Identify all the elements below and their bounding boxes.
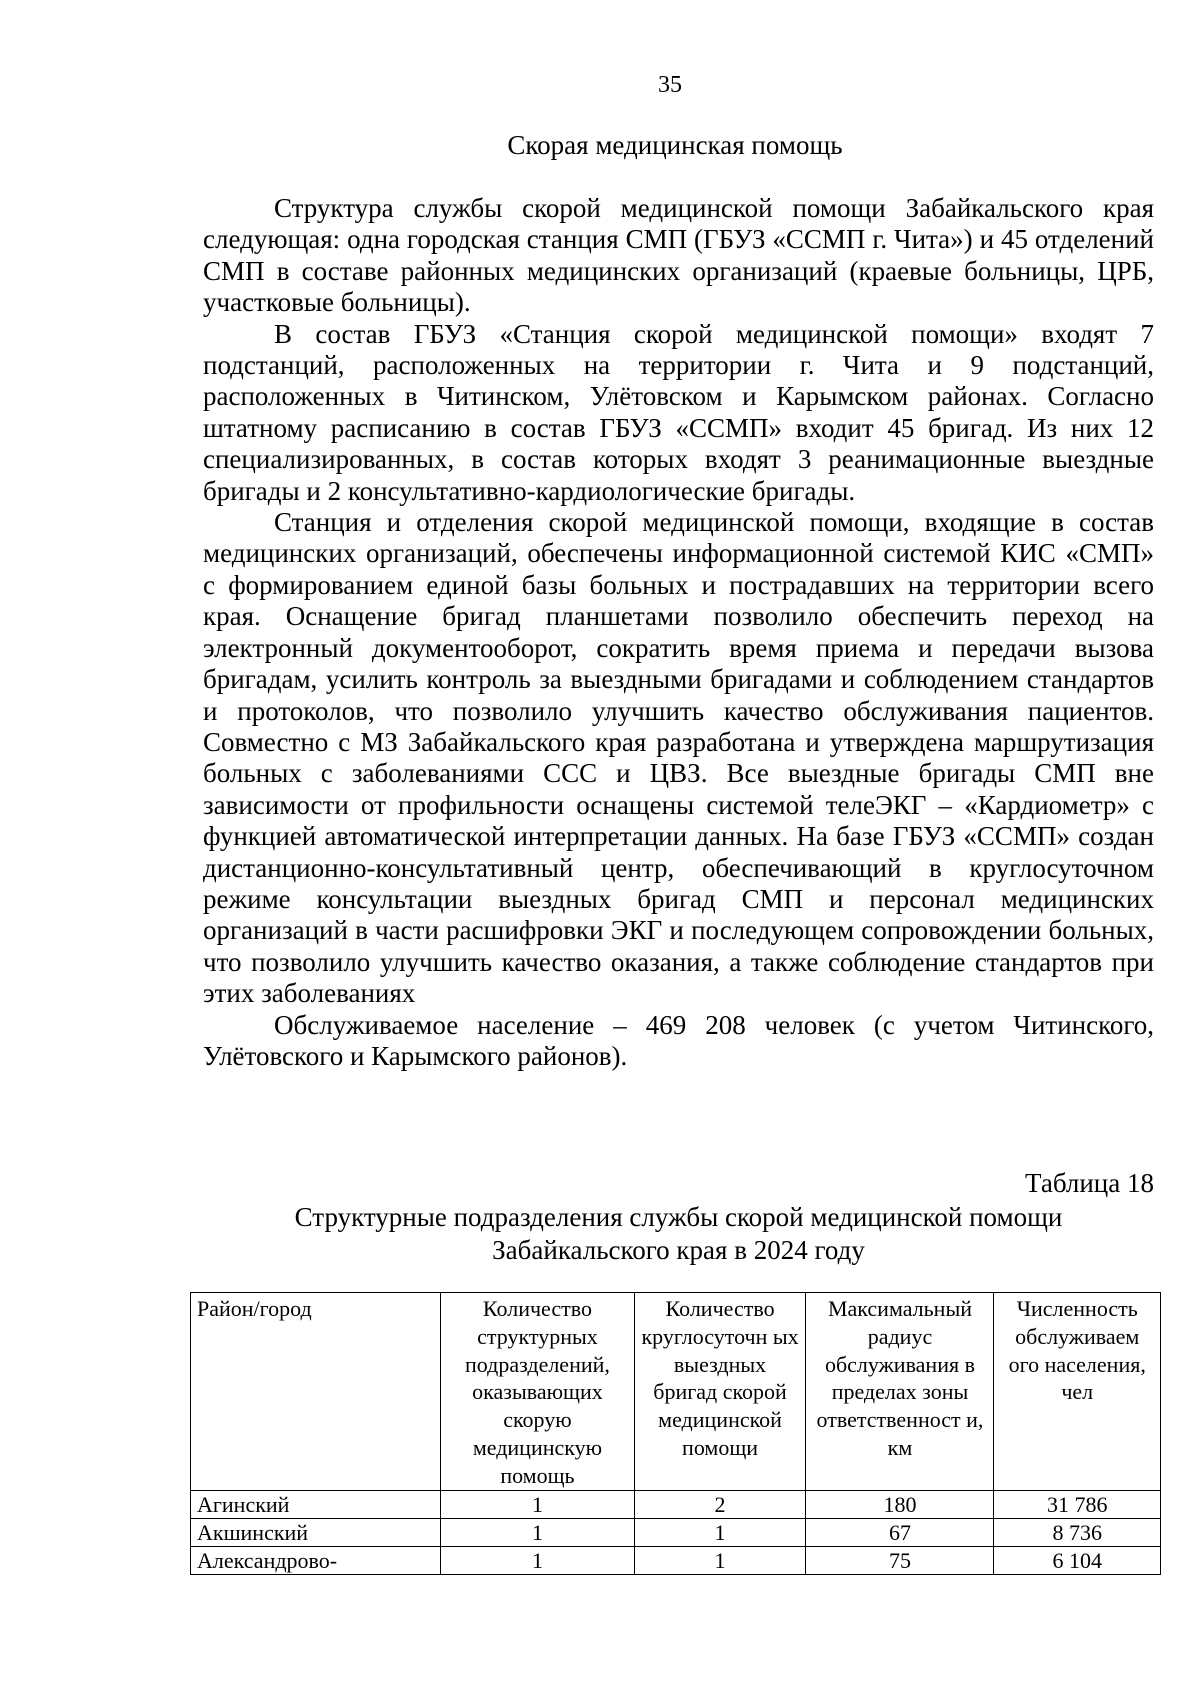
- table-caption-line: Структурные подразделения службы скорой медицинской помощи: [294, 1202, 1063, 1232]
- header-brigades-count: Количество круглосуточн ых выездных бригад скорой медицинской помощи: [634, 1293, 806, 1491]
- cell-population: 31 786: [994, 1490, 1161, 1518]
- cell-brigades: 1: [634, 1518, 806, 1546]
- page-number: 35: [658, 72, 682, 98]
- header-population: Численность обслуживаем ого населения, чел: [994, 1293, 1161, 1491]
- cell-units: 1: [441, 1490, 634, 1518]
- paragraph: Структура службы скорой медицинской помощи Забайкальского края следующая: одна городская станция СМП (ГБУЗ «ССМП г. Чита») и 45 отделений СМП в составе районных медицинских организаций (краевые больницы, ЦРБ, участковые больницы).: [203, 193, 1154, 318]
- cell-district: Акшинский: [191, 1518, 441, 1546]
- paragraph: Обслуживаемое население – 469 208 человек (с учетом Читинского, Улётовского и Карымского районов).: [203, 1009, 1154, 1071]
- header-units-count: Количество структурных подразделений, оказывающих скорую медицинскую помощь: [441, 1293, 634, 1491]
- table-header-row: [191, 1293, 1161, 1491]
- cell-radius: 67: [806, 1518, 994, 1546]
- table-row: [191, 1490, 1161, 1518]
- header-district: Район/город: [191, 1293, 441, 1491]
- cell-population: 8 736: [994, 1518, 1161, 1546]
- table-caption: [203, 1201, 1154, 1267]
- cell-radius: 180: [806, 1490, 994, 1518]
- cell-units: 1: [441, 1546, 634, 1574]
- cell-brigades: 1: [634, 1546, 806, 1574]
- table-label: Таблица 18: [1025, 1168, 1154, 1198]
- table-row: [191, 1546, 1161, 1574]
- cell-brigades: 2: [634, 1490, 806, 1518]
- cell-population: 6 104: [994, 1546, 1161, 1574]
- cell-district: Агинский: [191, 1490, 441, 1518]
- cell-radius: 75: [806, 1546, 994, 1574]
- table-caption-line: Забайкальского края в 2024 году: [492, 1235, 865, 1265]
- ambulance-units-table: [190, 1292, 1161, 1575]
- section-title: Скорая медицинская помощь: [507, 130, 843, 160]
- header-max-radius: Максимальный радиус обслуживания в пределах зоны ответственност и, км: [806, 1293, 994, 1491]
- cell-units: 1: [441, 1518, 634, 1546]
- cell-district: Александрово-: [191, 1546, 441, 1574]
- paragraph: Станция и отделения скорой медицинской помощи, входящие в состав медицинских организаций, обеспечены информационной системой КИС «СМП» с формированием единой базы больных и пострадавших на территории всего края. Оснащение бригад планшетами позволило обеспечить переход на электронный документооборот, сократить время приема и передачи вызова бригадам, усилить контроль за выездными бригадами и соблюдением стандартов и протоколов, что позволило улучшить качество обслуживания пациентов. Совместно с МЗ Забайкальского края разработана и утверждена маршрутизация больных с заболеваниями ССС и ЦВЗ. Все выездные бригады СМП вне зависимости от профильности оснащены системой телеЭКГ – «Кардиометр» с функцией автоматической интерпретации данных. На базе ГБУЗ «ССМП» создан дистанционно-консультативный центр, обеспечивающий в круглосуточном режиме консультации выездных бригад СМП и персонал медицинских организаций в части расшифровки ЭКГ и последующем сопровождении больных, что позволило улучшить качество оказания, а также соблюдение стандартов при этих заболеваниях: [203, 507, 1154, 1009]
- table-row: [191, 1518, 1161, 1546]
- body-text: [203, 193, 1154, 1072]
- paragraph: В состав ГБУЗ «Станция скорой медицинской помощи» входят 7 подстанций, расположенных на территории г. Чита и 9 подстанций, расположенных в Читинском, Улётовском и Карымском районах. Согласно штатному расписанию в состав ГБУЗ «ССМП» входит 45 бригад. Из них 12 специализированных, в состав которых входят 3 реанимационные выездные бригады и 2 консультативно-кардиологические бригады.: [203, 318, 1154, 506]
